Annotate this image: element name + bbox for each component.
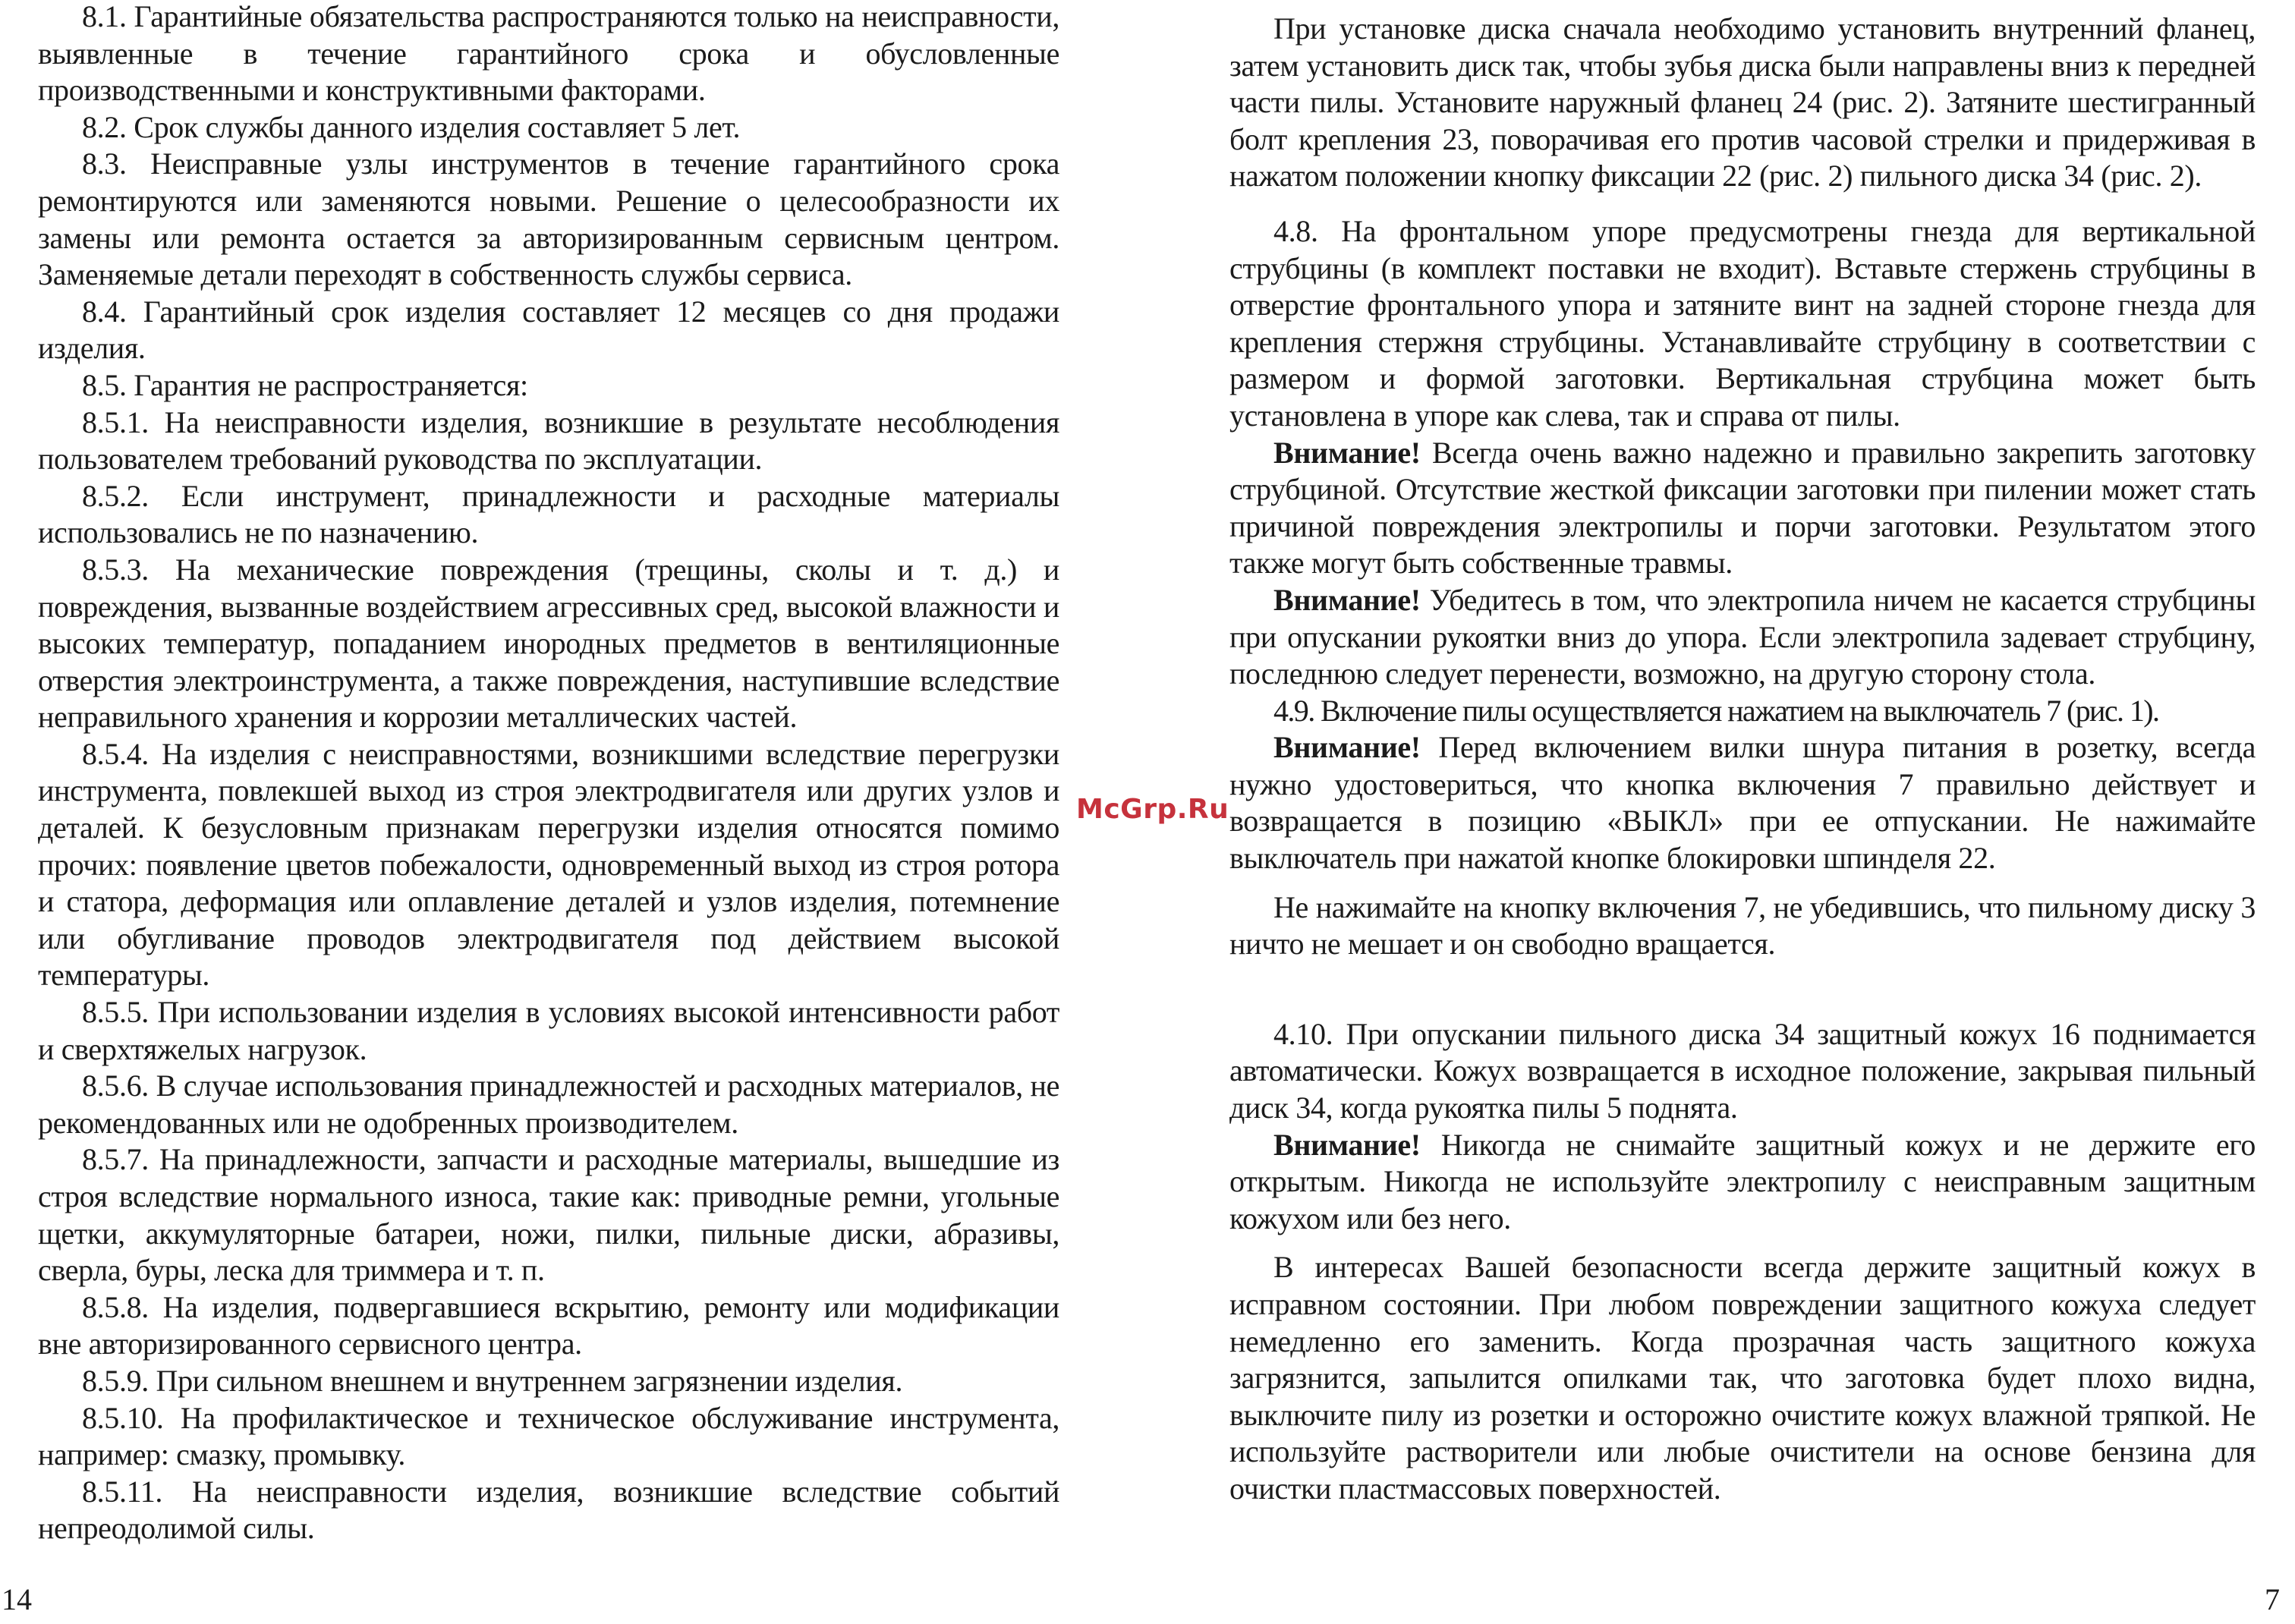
spacer: [1229, 195, 2256, 213]
paragraph-8-2: 8.2. Срок службы данного изделия составляет 5 лет.: [82, 109, 741, 144]
paragraph-8-5-9: 8.5.9. При сильном внешнем и внутреннем загрязнении изделия.: [82, 1363, 903, 1398]
warning-clamp-contact: [1229, 582, 2256, 693]
paragraph-8-5-3: 8.5.3. На механические повреждения (трещины, сколы и т. д.) и повреждения, вызванные воздействием агрессивных сред, высокой влажности и высоких температур, попаданием инородных предметов в вентиляционные отверстия электроинструмента, а также повреждения, наступившие вследствие неправильного хранения и коррозии металлических частей.: [38, 552, 1059, 735]
left-page: [38, 0, 1059, 1547]
watermark: McGrp.Ru: [1076, 794, 1229, 825]
paragraph-8-5-6: 8.5.6. В случае использования принадлежностей и расходных материалов, не рекомендованных или не одобренных производителем.: [38, 1069, 1059, 1140]
paragraph-8-4: 8.4. Гарантийный срок изделия составляет 12 месяцев со дня продажи изделия.: [38, 294, 1059, 366]
no-press-paragraph: Не нажимайте на кнопку включения 7, не убедившись, что пильному диску 3 ничто не мешает и он свободно вращается.: [1229, 889, 2256, 961]
spacer: [1229, 877, 2256, 889]
right-page: [1229, 0, 2256, 1508]
warning-label: Внимание!: [1273, 582, 1421, 617]
warning-label: Внимание!: [1273, 1127, 1421, 1162]
warning-clamp-contact-text: Убедитесь в том, что электропила ничем не касается струбцины при опускании рукоятки вниз до упора. Если электропила задевает струбцину, последнюю следует перенести, возможно, на другую сторону стола.: [1229, 582, 2256, 691]
paragraph-8-5: 8.5. Гарантия не распространяется:: [82, 367, 528, 402]
paragraph-8-5-7: 8.5.7. На принадлежности, запчасти и расходные материалы, вышедшие из строя вследствие нормального износа, такие как: приводные ремни, угольные щетки, аккумуляторные батареи, ножи, пилки, пильные диски, абразивы, сверла, буры, леска для триммера и т. п.: [38, 1142, 1059, 1288]
page-number-right: 7: [2265, 1582, 2280, 1616]
paragraph-8-5-2: 8.5.2. Если инструмент, принадлежности и расходные материалы использовались не по назначению.: [38, 478, 1059, 550]
warning-guard-text: Никогда не снимайте защитный кожух и не держите его открытым. Никогда не используйте электропилу с неисправным защитным кожухом или без него.: [1229, 1127, 2256, 1235]
warning-clamp: [1229, 435, 2256, 582]
warning-guard: [1229, 1127, 2256, 1238]
paragraph-4-8: 4.8. На фронтальном упоре предусмотрены гнезда для вертикальной струбцины (в комплект поставки не входит). Вставьте стержень струбцины в отверстие фронтального упора и затяните винт на задней стороне гнезда для крепления стержня струбцины. Устанавливайте струбцину в соответствии с размером и формой заготовки. Вертикальная струбцина может быть установлена в упоре как слева, так и справа от пилы.: [1229, 213, 2256, 433]
page-number-left: 14: [2, 1582, 32, 1616]
warning-label: Внимание!: [1273, 730, 1421, 765]
paragraph-4-9: 4.9. Включение пилы осуществляется нажатием на выключатель 7 (рис. 1).: [1273, 693, 2159, 728]
warning-label: Внимание!: [1273, 435, 1421, 470]
warning-switch: [1229, 729, 2256, 877]
paragraph-8-1: 8.1. Гарантийные обязательства распространяются только на неисправности, выявленные в течение гарантийного срока и обусловленные производственными и конструктивными факторами.: [38, 0, 1059, 108]
spacer: [1229, 1237, 2256, 1249]
warning-switch-text: Перед включением вилки шнура питания в розетку, всегда нужно удостовериться, что кнопка включения 7 правильно действует и возвращается в позицию «ВЫКЛ» при ее отпускании. Не нажимайте выключатель при нажатой кнопке блокировки шпинделя 22.: [1229, 730, 2256, 876]
safety-paragraph: В интересах Вашей безопасности всегда держите защитный кожух в исправном состоянии. При любом повреждении защитного кожуха следует немедленно его заменить. Когда прозрачная часть защитного кожуха загрязнится, запылится опилками так, что заготовка будет плохо видна, выключите пилу из розетки и осторожно очистите кожух влажной тряпкой. Не используйте растворители или любые очистители на основе бензина для очистки пластмассовых поверхностей.: [1229, 1250, 2256, 1506]
paragraph-8-5-11: 8.5.11. На неисправности изделия, возникшие вследствие событий непреодолимой силы.: [38, 1474, 1059, 1546]
spacer: [1229, 963, 2256, 1016]
paragraph-4-10: 4.10. При опускании пильного диска 34 защитный кожух 16 поднимается автоматически. Кожух возвращается в исходное положение, закрывая пильный диск 34, когда рукоятка пилы 5 поднята.: [1229, 1016, 2256, 1125]
paragraph-8-5-1: 8.5.1. На неисправности изделия, возникшие в результате несоблюдения пользователем требований руководства по эксплуатации.: [38, 404, 1059, 477]
paragraph-8-5-10: 8.5.10. На профилактическое и техническое обслуживание инструмента, например: смазку, промывку.: [38, 1400, 1059, 1472]
paragraph-8-5-4: 8.5.4. На изделия с неисправностями, возникшими вследствие перегрузки инструмента, повлекшей выход из строя электродвигателя или других узлов и деталей. К безусловным признакам перегрузки изделия относятся помимо прочих: появление цветов побежалости, одновременный выход из строя ротора и статора, деформация или оплавление деталей и узлов изделия, потемнение или обугливание проводов электродвигателя под действием высокой температуры.: [38, 736, 1059, 993]
disc-install-paragraph: При установке диска сначала необходимо установить внутренний фланец, затем установить диск так, чтобы зубья диска были направлены вниз к передней части пилы. Установите наружный фланец 24 (рис. 2). Затяните шестигранный болт крепления 23, поворачивая его против часовой стрелки и придерживая в нажатом положении кнопку фиксации 22 (рис. 2) пильного диска 34 (рис. 2).: [1229, 11, 2256, 194]
paragraph-8-5-8: 8.5.8. На изделия, подвергавшиеся вскрытию, ремонту или модификации вне авторизированного сервисного центра.: [38, 1289, 1059, 1361]
paragraph-8-3: 8.3. Неисправные узлы инструментов в течение гарантийного срока ремонтируются или заменяются новыми. Решение о целесообразности их замены или ремонта остается за авторизированным сервисным центром. Заменяемые детали переходят в собственность службы сервиса.: [38, 146, 1059, 292]
warning-clamp-text: Всегда очень важно надежно и правильно закрепить заготовку струбциной. Отсутствие жесткой фиксации заготовки при пилении может стать причиной повреждения электропилы и порчи заготовки. Результатом этого также могут быть собственные травмы.: [1229, 435, 2256, 581]
paragraph-8-5-5: 8.5.5. При использовании изделия в условиях высокой интенсивности работ и сверхтяжелых нагрузок.: [38, 995, 1059, 1066]
